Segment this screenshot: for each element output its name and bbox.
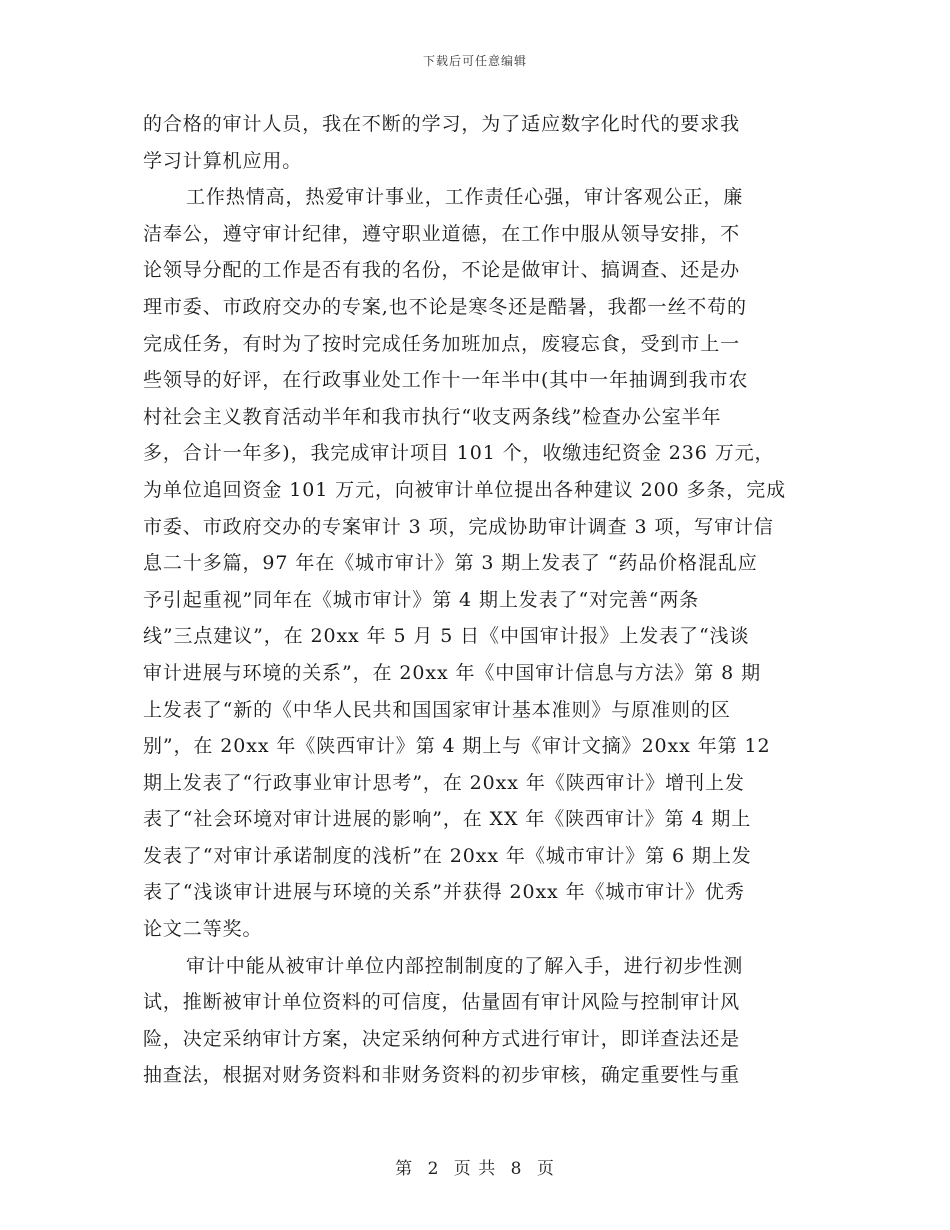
text-line: 线”三点建议”，在 20xx 年 5 月 5 日《中国审计报》上发表了“浅谈	[143, 625, 750, 648]
text-line: 审计中能从被审计单位内部控制制度的了解入手，进行初步性测	[186, 954, 744, 977]
text-line: 完成任务，有时为了按时完成任务加班加点，废寝忘食，受到市上一	[143, 332, 741, 355]
footer-middle: 页 共	[453, 1159, 497, 1179]
footer-suffix: 页	[536, 1159, 555, 1179]
text-line: 多，合计一年多)，我完成审计项目 101 个，收缴违纪资金 236 万元，	[143, 442, 775, 465]
text-line: 别”，在 20xx 年《陕西审计》第 4 期上与《审计文摘》20xx 年第 12	[143, 735, 771, 758]
footer-page-number: 2	[427, 1159, 440, 1179]
document-body	[143, 106, 811, 1094]
text-line: 理市委、市政府交办的专案,也不论是寒冬还是酷暑，我都一丝不苟的	[143, 295, 747, 318]
text-line: 些领导的好评，在行政事业处工作十一年半中(其中一年抽调到我市农	[143, 369, 749, 392]
text-line: 期上发表了“行政事业审计思考”，在 20xx 年《陕西审计》增刊上发	[143, 771, 745, 794]
text-line: 表了“社会环境对审计进展的影响”，在 XX 年《陕西审计》第 4 期上	[143, 808, 752, 831]
text-line: 发表了“对审计承诺制度的浅析”在 20xx 年《城市审计》第 6 期上发	[143, 844, 752, 867]
text-line: 表了“浅谈审计进展与环境的关系”并获得 20xx 年《城市审计》优秀	[143, 881, 745, 904]
text-line: 论文二等奖。	[143, 918, 263, 941]
text-line: 审计进展与环境的关系”，在 20xx 年《中国审计信息与方法》第 8 期	[143, 661, 761, 684]
text-line: 上发表了“新的《中华人民共和国国家审计基本准则》与原准则的区	[143, 698, 731, 721]
text-line: 为单位追回资金 101 万元，向被审计单位提出各种建议 200 多条，完成	[143, 478, 786, 501]
text-line: 息二十多篇，97 年在《城市审计》第 3 期上发表了 “药品价格混乱应	[143, 552, 758, 575]
text-line: 抽查法，根据对财务资料和非财务资料的初步审核，确定重要性与重	[143, 1064, 741, 1087]
page-footer	[0, 1154, 950, 1179]
text-line: 洁奉公，遵守审计纪律，遵守职业道德，在工作中服从领导安排，不	[143, 222, 741, 245]
text-line: 论领导分配的工作是否有我的名份，不论是做审计、搞调查、还是办	[143, 259, 741, 282]
text-line: 予引起重视”同年在《城市审计》第 4 期上发表了“对完善“两条	[143, 588, 700, 611]
footer-total-pages: 8	[510, 1159, 523, 1179]
text-line: 险，决定采纳审计方案，决定采纳何种方式进行审计，即详查法还是	[143, 1027, 741, 1050]
text-line: 市委、市政府交办的专案审计 3 项，完成协助审计调查 3 项，写审计信	[143, 515, 774, 538]
text-line: 工作热情高，热爱审计事业，工作责任心强，审计客观公正，廉	[186, 186, 744, 209]
text-line: 村社会主义教育活动半年和我市执行“收支两条线”检查办公室半年	[143, 405, 722, 428]
footer-prefix: 第	[395, 1159, 414, 1179]
text-line: 试，推断被审计单位资料的可信度，估量固有审计风险与控制审计风	[143, 991, 741, 1014]
text-line: 的合格的审计人员，我在不断的学习，为了适应数字化时代的要求我	[143, 113, 741, 135]
text-line: 学习计算机应用。	[143, 149, 303, 172]
page-header-note: 下载后可任意编辑	[422, 54, 527, 68]
